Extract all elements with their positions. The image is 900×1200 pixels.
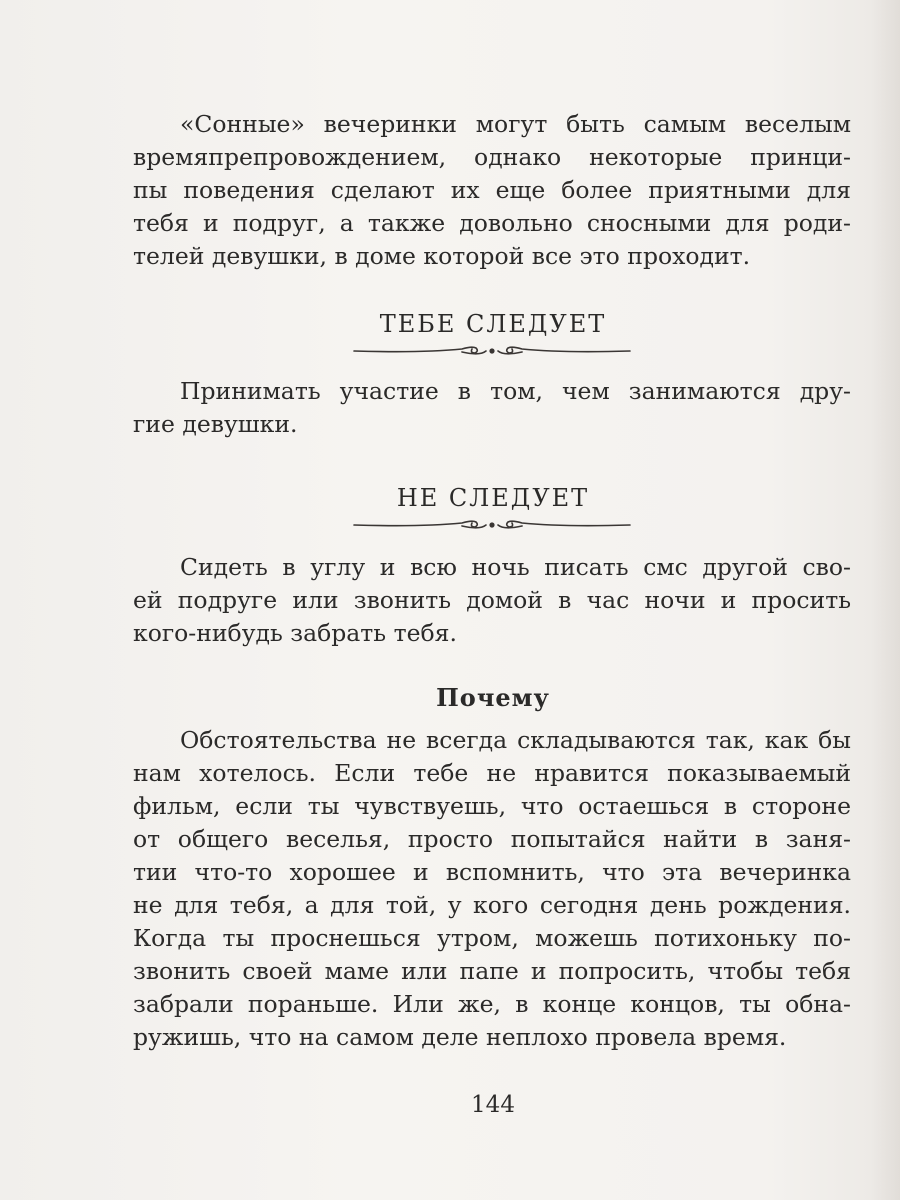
why-line-2: нам хотелось. Если тебе не нравится показываемый: [133, 759, 851, 787]
why-line-9: забрали пораньше. Или же, в конце концов, ты обна-: [133, 990, 851, 1018]
intro-line-3: пы поведения сделают их еще более приятными для: [133, 176, 851, 204]
why-line-10: ружишь, что на самом деле неплохо провела время.: [133, 1023, 787, 1051]
intro-line-2: времяпрепровождением, однако некоторые принци-: [133, 143, 851, 171]
do-line-1: Принимать участие в том, чем занимаются дру-: [180, 377, 851, 405]
dont-line-2: ей подруге или звонить домой в час ночи и просить: [133, 586, 851, 614]
do-heading: ТЕБЕ СЛЕДУЕТ: [379, 310, 607, 338]
do-line-2: гие девушки.: [133, 410, 298, 438]
why-line-7: Когда ты проснешься утром, можешь потихоньку по-: [133, 924, 851, 952]
ornament-divider-1: [352, 340, 632, 362]
ornament-divider-2: [352, 514, 632, 536]
why-heading: Почему: [436, 683, 550, 712]
intro-line-5: телей девушки, в доме которой все это проходит.: [133, 242, 751, 270]
dont-heading: НЕ СЛЕДУЕТ: [396, 484, 590, 512]
why-line-4: от общего веселья, просто попытайся найти в заня-: [133, 825, 851, 853]
intro-line-1: «Сонные» вечеринки могут быть самым веселым: [180, 110, 851, 138]
why-line-5: тии что-то хорошее и вспомнить, что эта вечеринка: [133, 858, 851, 886]
intro-line-4: тебя и подруг, а также довольно сносными для роди-: [133, 209, 851, 237]
dont-line-1: Сидеть в углу и всю ночь писать смс другой сво-: [180, 553, 851, 581]
why-line-6: не для тебя, а для той, у кого сегодня день рождения.: [133, 891, 851, 919]
page-edge-shadow: [870, 0, 900, 1200]
page-number: 144: [471, 1092, 515, 1118]
why-line-3: фильм, если ты чувствуешь, что остаешься в стороне: [133, 792, 851, 820]
why-line-8: звонить своей маме или папе и попросить, чтобы тебя: [133, 957, 851, 985]
dont-line-3: кого-нибудь забрать тебя.: [133, 619, 457, 647]
why-line-1: Обстоятельства не всегда складываются так, как бы: [180, 726, 851, 754]
